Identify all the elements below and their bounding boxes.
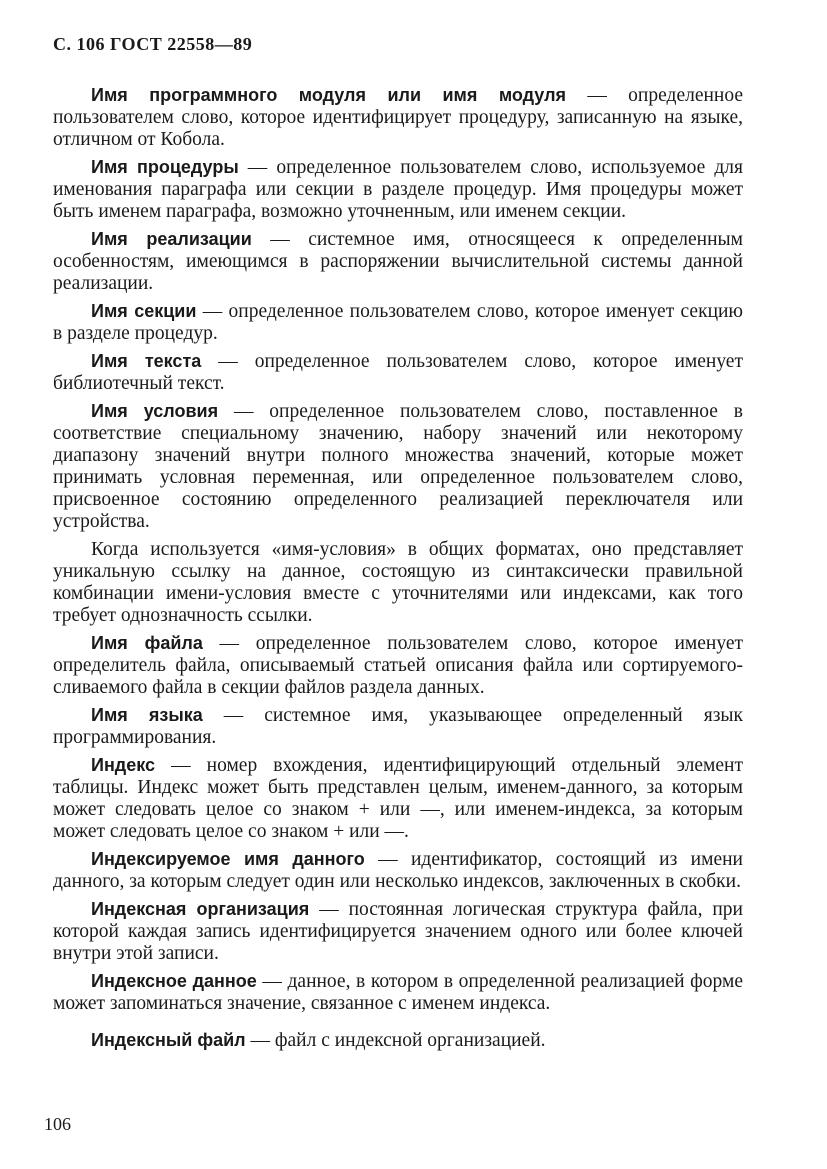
entry-definition: — системное имя, относящееся к определенным особенностям, имеющимся в распоряжении вычислительной системы данной реализации.	[53, 229, 743, 294]
entry-definition: — определенное пользователем слово, используемое для именования параграфа или секции в разделе процедур. Имя процедуры может быть именем параграфа, возможно уточненным, или именем секции.	[53, 157, 743, 222]
glossary-entry	[53, 970, 743, 1015]
page-header: С. 106 ГОСТ 22558—89	[53, 34, 253, 54]
entry-definition: — данное, в котором в определенной реализацией форме может запоминаться значение, связанное с именем индекса.	[53, 971, 744, 1014]
glossary-entry	[53, 350, 743, 395]
glossary-content	[53, 84, 743, 1057]
entry-term: Имя реализации	[91, 229, 252, 249]
entry-term: Индексная организация	[91, 899, 310, 919]
entry-term: Имя процедуры	[91, 157, 239, 177]
page-number: 106	[44, 1114, 71, 1134]
glossary-entry	[53, 898, 743, 965]
entry-definition: — идентификатор, состоящий из имени данного, за которым следует один или несколько индексов, заключенных в скобки.	[53, 849, 743, 892]
entry-definition: — файл с индексной организацией.	[245, 1030, 546, 1051]
entry-definition: — определенное пользователем слово, поставленное в соответствие специальному значению, набору значений или некоторому диапазону значений внутри полного множества значений, которые может принимать условная переменная, или определенное пользователем слово, присвоенное состоянию определенного реализацией переключателя или устройства.	[53, 401, 743, 532]
entry-term: Имя секции	[91, 301, 197, 321]
entry-definition: — определенное пользователем слово, которое идентифицирует процедуру, записанную на языке, отличном от Кобола.	[53, 85, 743, 150]
glossary-entry	[53, 848, 743, 893]
glossary-entry	[53, 754, 743, 843]
glossary-note	[53, 538, 743, 627]
glossary-entry	[53, 400, 743, 533]
entry-term: Имя программного модуля или имя модуля	[91, 85, 567, 105]
glossary-entry	[53, 1029, 743, 1052]
glossary-entry	[53, 300, 743, 345]
entry-definition: — определенное пользователем слово, которое именует библиотечный текст.	[53, 351, 743, 394]
glossary-entry	[53, 84, 743, 151]
entry-definition: Когда используется «имя-условия» в общих форматах, оно представляет уникальную ссылку на данное, состоящую из синтаксически правильной комбинации имени-условия вместе с уточнителями или индексами, как того требует однозначность ссылки.	[53, 539, 743, 626]
glossary-entry	[53, 228, 743, 295]
entry-definition: — определенное пользователем слово, которое именует определитель файла, описываемый статьей описания файла или сортируемого-сливаемого файла в секции файлов раздела данных.	[53, 633, 743, 698]
entry-term: Имя файла	[91, 633, 203, 653]
entry-definition: — системное имя, указывающее определенный язык программирования.	[53, 705, 743, 748]
entry-term: Индексное данное	[91, 971, 257, 991]
entry-term: Имя языка	[91, 705, 203, 725]
glossary-entry	[53, 156, 743, 223]
entry-term: Индексный файл	[91, 1030, 246, 1050]
entry-term: Индекс	[91, 755, 156, 775]
entry-definition: — определенное пользователем слово, которое именует секцию в разделе процедур.	[53, 301, 744, 344]
entry-definition: — номер вхождения, идентифицирующий отдельный элемент таблицы. Индекс может быть представлен целым, именем-данного, за которым может следовать целое со знаком + или —, или именем-индекса, за которым может следовать целое со знаком + или —.	[53, 755, 743, 842]
glossary-entry	[53, 704, 743, 749]
entry-definition: — постоянная логическая структура файла, при которой каждая запись идентифицируется значением одного или более ключей внутри этой записи.	[53, 899, 743, 964]
entry-term: Индексируемое имя данного	[91, 849, 365, 869]
entry-term: Имя текста	[91, 351, 202, 371]
glossary-entry	[53, 632, 743, 699]
entry-term: Имя условия	[91, 401, 219, 421]
